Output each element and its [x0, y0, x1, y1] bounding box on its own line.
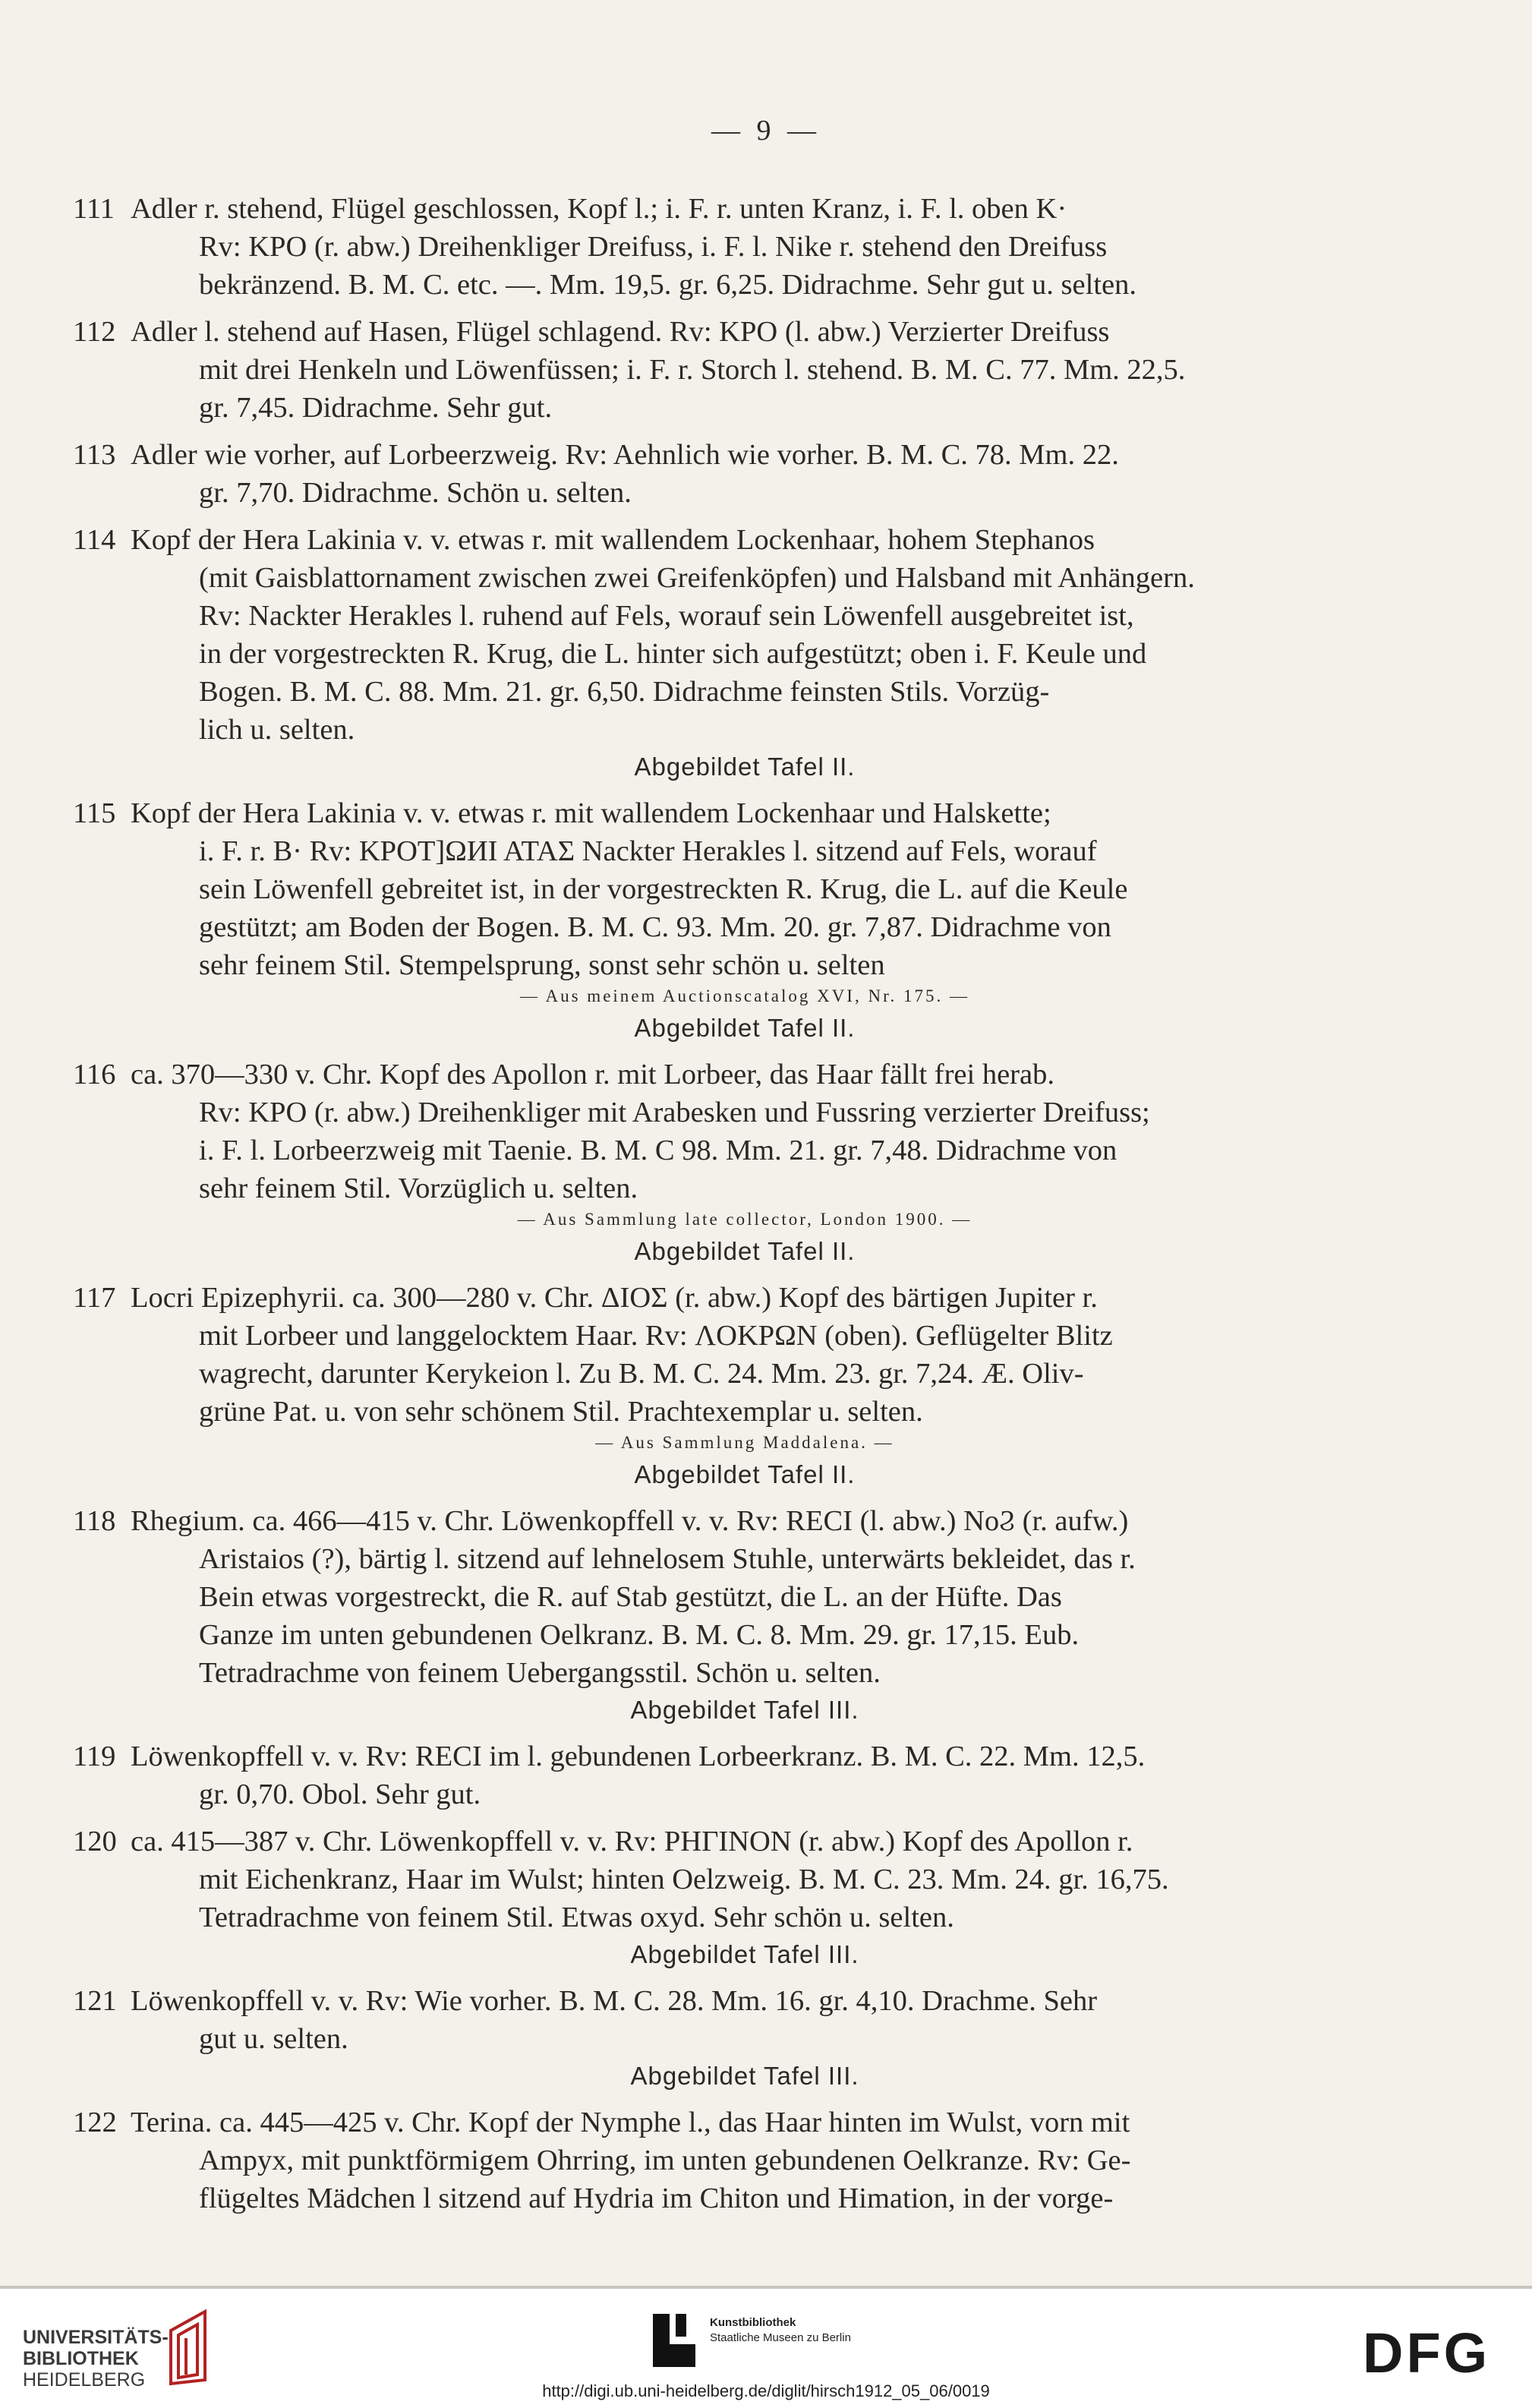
entry-plate-reference: Abgebildet Tafel II.: [634, 753, 856, 781]
entry-plate-reference: Abgebildet Tafel III.: [630, 1940, 859, 1968]
entry-number: 114: [73, 524, 116, 556]
entry-number: 113: [73, 439, 116, 471]
entry-line: Ganze im unten gebundenen Oelkranz. B. M. C. 8. Mm. 29. gr. 17,15. Eub.: [199, 1619, 1080, 1651]
entry-number: 116: [73, 1059, 116, 1090]
footer-bar: [0, 2289, 1532, 2408]
entry-number: 121: [73, 1985, 117, 2017]
entry-line: Kopf der Hera Lakinia v. v. etwas r. mit wallendem Lockenhaar, hohem Stephanos: [131, 524, 1095, 556]
catalog-entry: [73, 1056, 1417, 1270]
entry-line: i. F. r. B· Rv: KPOT]ΩИI ATAΣ Nackter Herakles l. sitzend auf Fels, worauf: [199, 835, 1097, 867]
entry-line: ca. 415—387 v. Chr. Löwenkopffell v. v. Rv: PHΓINON (r. abw.) Kopf des Apollon r.: [131, 1826, 1133, 1857]
entry-provenance: — Aus Sammlung late collector, London 1900. —: [517, 1210, 972, 1229]
entry-line: Tetradrachme von feinem Uebergangsstil. Schön u. selten.: [199, 1657, 881, 1689]
ub-heidelberg-logo-icon: [163, 2308, 220, 2387]
catalog-entry: [73, 1982, 1417, 2094]
entry-line: Löwenkopffell v. v. Rv: RECI im l. gebundenen Lorbeerkranz. B. M. C. 22. Mm. 12,5.: [131, 1741, 1146, 1772]
entry-line: sehr feinem Stil. Stempelsprung, sonst sehr schön u. selten: [199, 949, 885, 981]
entry-line: Locri Epizephyrii. ca. 300—280 v. Chr. ΔIOΣ (r. abw.) Kopf des bärtigen Jupiter r.: [131, 1282, 1098, 1314]
kb-line-2: Staatliche Museen zu Berlin: [710, 2331, 851, 2344]
catalog-entry: [73, 521, 1417, 785]
entry-plate-reference: Abgebildet Tafel III.: [630, 1696, 859, 1724]
ub-line-2: BIBLIOTHEK: [23, 2348, 139, 2369]
entry-number: 118: [73, 1505, 116, 1537]
entry-line: Rhegium. ca. 466—415 v. Chr. Löwenkopffell v. v. Rv: RECI (l. abw.) NoϨ (r. aufw.): [131, 1505, 1129, 1537]
catalog-entry: [73, 794, 1417, 1046]
entry-provenance: — Aus Sammlung Maddalena. —: [595, 1433, 894, 1452]
entry-line: gr. 7,70. Didrachme. Schön u. selten.: [199, 477, 632, 509]
catalog-entry: [73, 436, 1417, 512]
entry-line: Adler wie vorher, auf Lorbeerzweig. Rv: Aehnlich wie vorher. B. M. C. 78. Mm. 22.: [131, 439, 1119, 471]
entry-line: mit Eichenkranz, Haar im Wulst; hinten Oelzweig. B. M. C. 23. Mm. 24. gr. 16,75.: [199, 1864, 1169, 1895]
entry-line: mit drei Henkeln und Löwenfüssen; i. F. r. Storch l. stehend. B. M. C. 77. Mm. 22,5.: [199, 354, 1186, 386]
entry-line: wagrecht, darunter Kerykeion l. Zu B. M. C. 24. Mm. 23. gr. 7,24. Æ. Oliv-: [199, 1358, 1084, 1390]
entry-plate-reference: Abgebildet Tafel II.: [634, 1014, 856, 1042]
entry-line: gut u. selten.: [199, 2023, 348, 2055]
ub-line-1: UNIVERSITÄTS-: [23, 2327, 169, 2348]
entry-line: in der vorgestreckten R. Krug, die L. hinter sich aufgestützt; oben i. F. Keule und: [199, 638, 1147, 670]
entry-number: 122: [73, 2107, 117, 2138]
entry-provenance: — Aus meinem Auctionscatalog XVI, Nr. 175. —: [520, 986, 969, 1005]
entry-line: Adler r. stehend, Flügel geschlossen, Kopf l.; i. F. r. unten Kranz, i. F. l. oben K·: [131, 193, 1067, 225]
entry-line: Bein etwas vorgestreckt, die R. auf Stab gestützt, die L. an der Hüfte. Das: [199, 1581, 1062, 1613]
entry-line: grüne Pat. u. von sehr schönem Stil. Prachtexemplar u. selten.: [199, 1396, 923, 1428]
entry-line: flügeltes Mädchen l sitzend auf Hydria im Chiton und Himation, in der vorge-: [199, 2182, 1114, 2214]
catalog-entry: [73, 1279, 1417, 1493]
kunstbibliothek-text: [710, 2315, 851, 2346]
entry-line: (mit Gaisblattornament zwischen zwei Greifenköpfen) und Halsband mit Anhängern.: [199, 562, 1195, 594]
entry-line: Bogen. B. M. C. 88. Mm. 21. gr. 6,50. Didrachme feinsten Stils. Vorzüg-: [199, 676, 1050, 708]
entry-line: gr. 7,45. Didrachme. Sehr gut.: [199, 392, 553, 424]
entry-line: Terina. ca. 445—425 v. Chr. Kopf der Nymphe l., das Haar hinten im Wulst, vorn mit: [131, 2107, 1130, 2138]
entry-line: Rv: KPO (r. abw.) Dreihenkliger Dreifuss, i. F. l. Nike r. stehend den Dreifuss: [199, 231, 1108, 263]
entry-number: 112: [73, 316, 116, 348]
entry-plate-reference: Abgebildet Tafel II.: [634, 1237, 856, 1265]
ub-line-3: HEIDELBERG: [23, 2369, 146, 2391]
entry-line: i. F. l. Lorbeerzweig mit Taenie. B. M. C 98. Mm. 21. gr. 7,48. Didrachme von: [199, 1135, 1117, 1166]
entry-line: gestützt; am Boden der Bogen. B. M. C. 93. Mm. 20. gr. 7,87. Didrachme von: [199, 911, 1111, 943]
catalog-entry: [73, 313, 1417, 427]
entry-number: 111: [73, 193, 115, 225]
entry-line: gr. 0,70. Obol. Sehr gut.: [199, 1778, 481, 1810]
entry-line: Adler l. stehend auf Hasen, Flügel schlagend. Rv: KPO (l. abw.) Verzierter Dreifuss: [131, 316, 1110, 348]
entry-line: Kopf der Hera Lakinia v. v. etwas r. mit wallendem Lockenhaar und Halskette;: [131, 797, 1051, 829]
entry-line: Löwenkopffell v. v. Rv: Wie vorher. B. M. C. 28. Mm. 16. gr. 4,10. Drachme. Sehr: [131, 1985, 1098, 2017]
kunstbibliothek-logo-icon: [653, 2314, 695, 2367]
catalog-entry: [73, 1502, 1417, 1728]
entry-line: sein Löwenfell gebreitet ist, in der vorgestreckten R. Krug, die L. auf die Keule: [199, 873, 1128, 905]
catalog-entry: [73, 2103, 1417, 2217]
entry-line: mit Lorbeer und langgelocktem Haar. Rv: ΛOKPΩN (oben). Geflügelter Blitz: [199, 1320, 1113, 1352]
kb-line-1: Kunstbibliothek: [710, 2316, 796, 2329]
dfg-logo: DFG: [1363, 2321, 1491, 2384]
entry-line: Tetradrachme von feinem Stil. Etwas oxyd. Sehr schön u. selten.: [199, 1901, 954, 1933]
page-number: — 9 —: [711, 115, 821, 147]
entry-line: lich u. selten.: [199, 714, 355, 746]
source-url: http://digi.ub.uni-heidelberg.de/diglit/hirsch1912_05_06/0019: [542, 2381, 990, 2400]
catalog-entry: [73, 1823, 1417, 1973]
entry-line: Rv: Nackter Herakles l. ruhend auf Fels, worauf sein Löwenfell ausgebreitet ist,: [199, 600, 1134, 632]
entry-line: bekränzend. B. M. C. etc. —. Mm. 19,5. gr. 6,25. Didrachme. Sehr gut u. selten.: [199, 269, 1136, 301]
catalog-entries: [73, 190, 1417, 2227]
entry-line: Rv: KPO (r. abw.) Dreihenkliger mit Arabesken und Fussring verzierter Dreifuss;: [199, 1097, 1150, 1128]
entry-number: 120: [73, 1826, 117, 1857]
catalog-entry: [73, 190, 1417, 304]
entry-plate-reference: Abgebildet Tafel III.: [630, 2062, 859, 2090]
entry-line: sehr feinem Stil. Vorzüglich u. selten.: [199, 1172, 638, 1204]
entry-line: ca. 370—330 v. Chr. Kopf des Apollon r. mit Lorbeer, das Haar fällt frei herab.: [131, 1059, 1054, 1090]
entry-number: 119: [73, 1741, 116, 1772]
entry-number: 117: [73, 1282, 116, 1314]
entry-plate-reference: Abgebildet Tafel II.: [634, 1460, 856, 1488]
entry-number: 115: [73, 797, 116, 829]
entry-line: Ampyx, mit punktförmigem Ohrring, im unten gebundenen Oelkranze. Rv: Ge-: [199, 2144, 1131, 2176]
entry-line: Aristaios (?), bärtig l. sitzend auf lehnelosem Stuhle, unterwärts bekleidet, das r.: [199, 1543, 1136, 1575]
catalog-entry: [73, 1737, 1417, 1813]
